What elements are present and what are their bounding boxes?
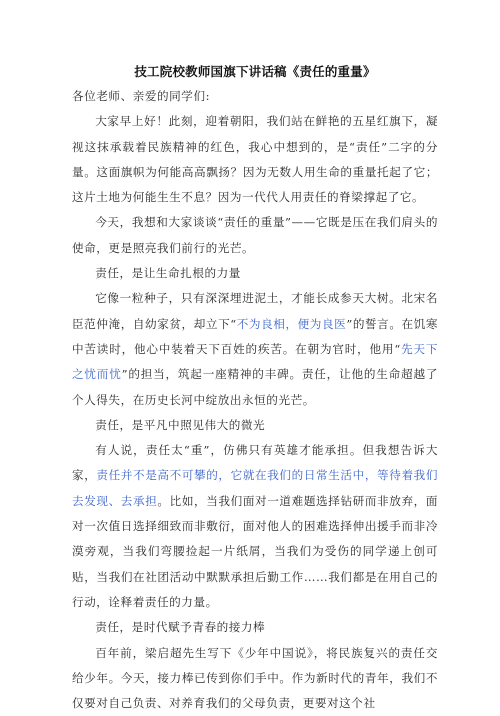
text-segment: ”的担当，筑起一座精神的丰碑。责任，让他的生命超越了个人得失，在历史长河中绽放出永恒的光芒。 — [72, 367, 438, 407]
paragraph-fan-zhongyan — [72, 286, 438, 412]
paragraph-daily-life — [72, 438, 438, 615]
document-title: 技工院校教师国旗下讲话稿《责任的重量》 — [134, 64, 376, 79]
paragraph-topic: 今天，我想和大家谈谈“责任的重量”——它既是压在我们肩头的使命，更是照亮我们前行的光芒。 — [72, 215, 438, 255]
subheading-ordinary: 责任，是平凡中照见伟大的微光 — [95, 417, 266, 432]
text-segment: 。比如，当我们面对一道难题选择钻研而非放弃，面对一次值日选择细致而非敷衍，面对他人的困难选择伸出援手而非冷漠旁观，当我们弯腰捡起一片纸屑，当我们为受伤的同学递上创可贴，当我们在社团活动中默默承担后勤工作……我们都是在用自己的行动，诠释着责任的力量。 — [72, 493, 438, 609]
subheading-era: 责任，是时代赋予青春的接力棒 — [95, 620, 266, 635]
paragraph-opening: 大家早上好！此刻，迎着朝阳，我们站在鲜艳的五星红旗下，凝视这抹承载着民族精神的红色，我心中想到的，是“责任”二字的分量。这面旗帜为何能高高飘扬？因为无数人用生命的重量托起了它；这片土地为何能生生不息？因为一代代人用责任的脊梁撑起了它。 — [72, 114, 438, 205]
document-page — [72, 60, 438, 716]
highlighted-quote: 先天下之忧而忧 — [72, 341, 439, 382]
greeting-line: 各位老师、亲爱的同学们: — [72, 89, 211, 103]
highlighted-quote: 不为良相，便为良医 — [236, 316, 347, 331]
text-segment: ”的誓言。在饥寒中苦读时，他心中装着天下百姓的疾苦。在朝为官时，他用“ — [72, 316, 439, 356]
subheading-roots: 责任，是让生命扎根的力量 — [95, 266, 241, 281]
text-segment: 有人说，责任太“重”，仿佛只有英雄才能承担。但我想告诉大家， — [72, 443, 438, 483]
paragraph-liang-qichao: 百年前，梁启超先生写下《少年中国说》，将民族复兴的责任交给少年。今天，接力棒已传到你们手中。作为新时代的青年，我们不仅要对自己负责、对养育我们的父母负责，更要对这个社 — [72, 645, 438, 711]
text-segment: 它像一粒种子，只有深深埋进泥土，才能长成参天大树。北宋名臣范仲淹，自幼家贫，却立下“ — [72, 291, 438, 331]
highlighted-sentence: 责任并不是高不可攀的，它就在我们的日常生活中，等待着我们去发现、去承担 — [72, 468, 438, 508]
